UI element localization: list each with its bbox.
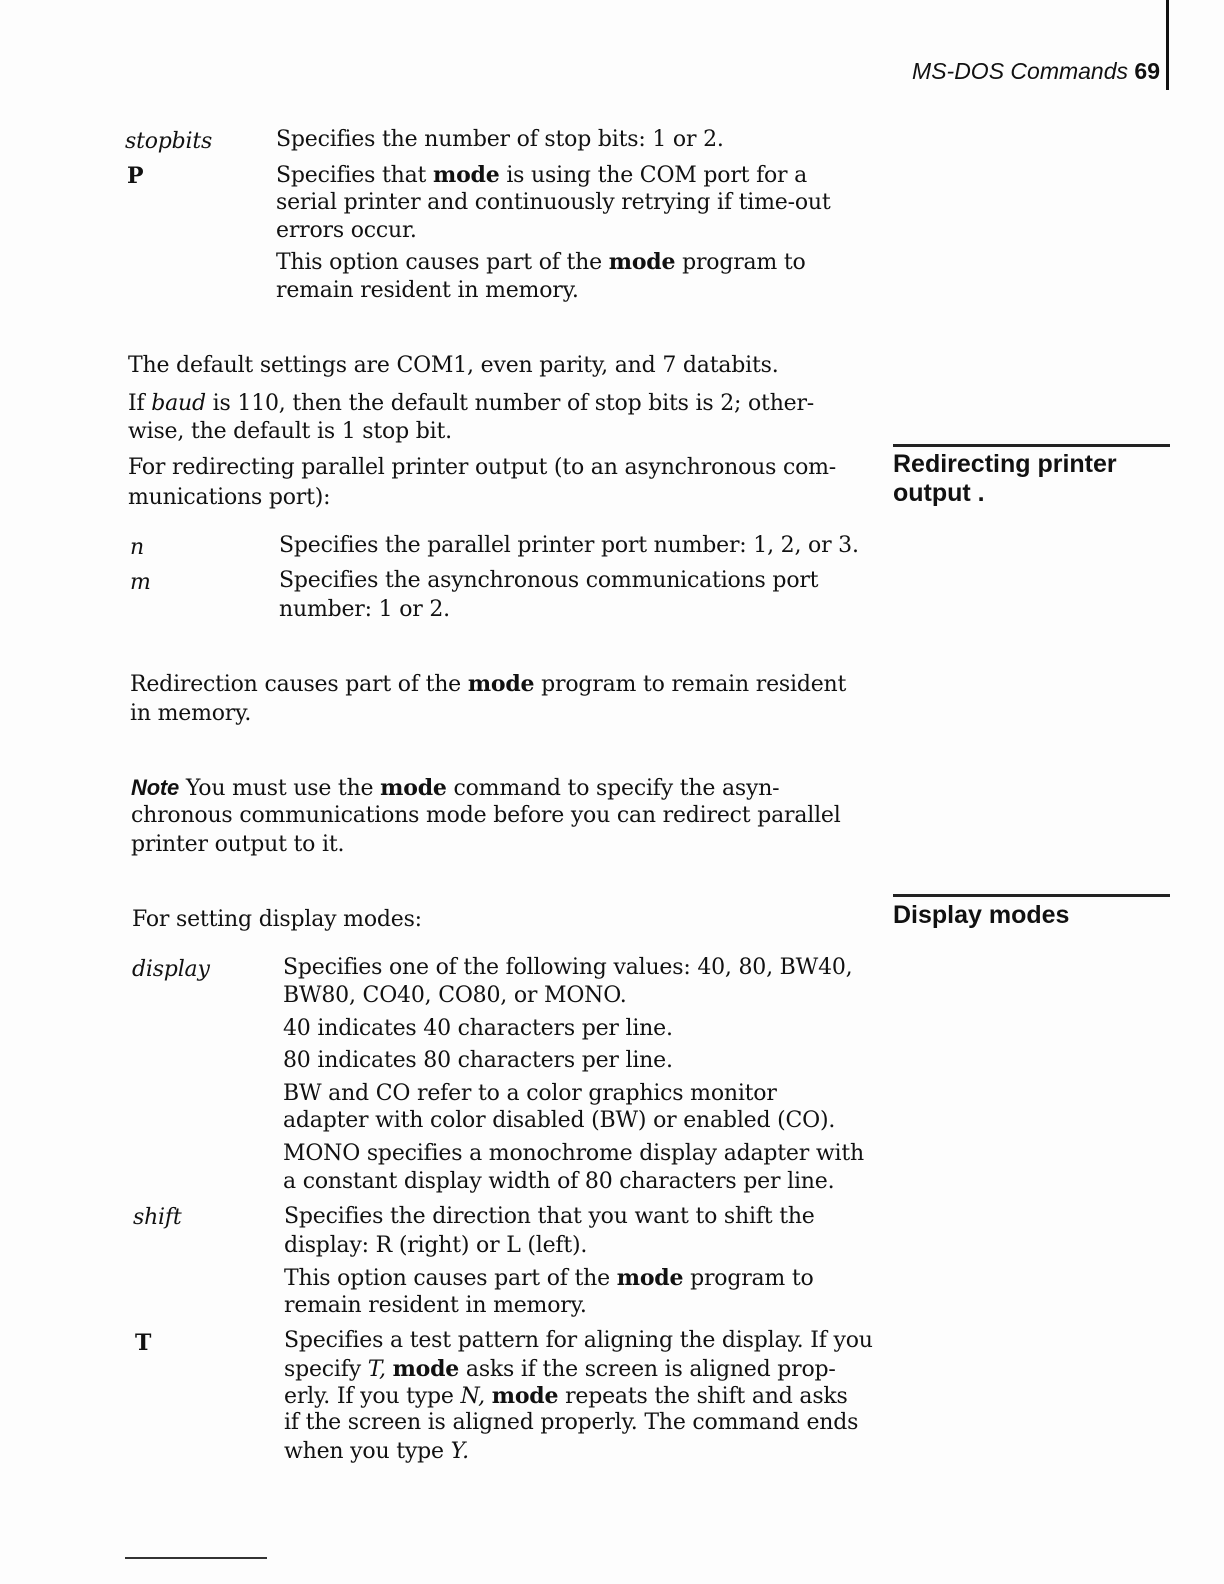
desc-line [276,161,807,190]
text-run: The default settings are COM1, even parity, and 7 databits. [128,353,779,378]
italic-text: shift [133,1205,182,1230]
term-m [130,569,151,597]
sidebar-heading-redirecting [893,450,1117,508]
bold-text: P [127,163,144,189]
italic-text: T, [367,1357,386,1382]
term-p [127,162,143,191]
desc-line [276,248,806,277]
note-line [131,774,779,803]
desc-line [284,1382,848,1411]
text-run: MONO specifies a monochrome display adapter with [283,1141,864,1166]
desc-line [284,1292,587,1320]
heading-line: Redirecting printer [893,450,1117,478]
note-line [131,802,841,830]
desc-line [283,1080,777,1108]
running-header [912,58,1160,85]
desc-line [276,126,724,154]
text-run: is using the COM port for a [499,163,808,188]
desc-line [276,277,579,305]
bold-text: mode [608,249,676,275]
note-label: Note [131,775,180,800]
paragraph-line [128,454,836,482]
paragraph-line [130,700,251,728]
bold-text: mode [616,1265,684,1291]
text-run: BW and CO refer to a color graphics monitor [283,1081,777,1106]
header-rule [1166,0,1169,90]
desc-line [284,1355,836,1384]
desc-line [276,217,417,245]
bold-text: T [135,1330,152,1356]
text-run: asks if the screen is aligned prop- [459,1357,836,1382]
desc-line [276,189,830,217]
text-run: command to specify the asyn- [446,776,780,801]
paragraph-line [128,352,779,380]
text-run: erly. If you type [284,1384,461,1409]
desc-line [283,954,852,982]
footnote-rule [125,1557,267,1559]
page-number: 69 [1134,58,1160,84]
desc-line [283,1140,864,1168]
italic-text: display [132,957,210,982]
text-run: remain resident in memory. [284,1293,587,1318]
text-run: wise, the default is 1 stop bit. [128,419,452,444]
desc-line [283,1047,673,1075]
desc-line [284,1409,858,1437]
text-run: Specifies the direction that you want to shift the [284,1204,815,1229]
text-run: specify [284,1357,368,1382]
bold-text: mode [491,1383,559,1409]
italic-text: n [130,535,144,560]
desc-line [283,982,627,1010]
italic-text: Y. [450,1439,469,1464]
bold-text: mode [432,162,500,188]
text-run: display: R (right) or L (left). [284,1233,588,1258]
text-run: serial printer and continuously retrying if time-out [276,190,831,215]
text-run: For redirecting parallel printer output (to an asynchronous com- [128,455,837,480]
sidebar-heading-display: Display modes [893,901,1070,929]
desc-line [279,596,450,624]
text-run: If [128,391,152,416]
desc-line [279,532,859,560]
term-t [135,1329,151,1358]
italic-text: N, [460,1384,485,1409]
sidebar-rule [893,444,1170,447]
italic-text: baud [151,391,206,416]
text-run: chronous communications mode before you can redirect parallel [131,803,841,828]
text-run: 80 indicates 80 characters per line. [283,1048,673,1073]
text-run: Specifies the asynchronous communications port [279,568,819,593]
paragraph-line [128,484,330,512]
text-run: adapter with color disabled (BW) or enabled (CO). [283,1108,836,1133]
desc-line [284,1327,873,1355]
italic-text: stopbits [125,129,213,154]
text-run: Specifies the number of stop bits: 1 or 2. [276,127,724,152]
text-run: You must use the [179,776,381,801]
desc-line [284,1232,587,1260]
text-run: a constant display width of 80 characters per line. [283,1169,835,1194]
text-run: munications port): [128,485,331,510]
text-run: program to [675,250,806,275]
bold-text: mode [392,1356,460,1382]
term-n [130,534,144,562]
text-run: 40 indicates 40 characters per line. [283,1016,673,1041]
bold-text: mode [467,671,535,697]
desc-line [279,567,818,595]
text-run: if the screen is aligned properly. The command ends [284,1410,859,1435]
paragraph-line [132,906,422,934]
term-display [132,956,210,984]
text-run: Redirection causes part of the [130,672,468,697]
paragraph-line [130,670,846,699]
heading-line: output . [893,479,985,507]
text-run [485,1384,492,1409]
text-run: program to [683,1266,814,1291]
term-shift [133,1204,181,1232]
text-run: Specifies that [276,163,433,188]
paragraph-line [128,390,814,418]
desc-line [283,1015,673,1043]
text-run: in memory. [130,701,252,726]
text-run: program to remain resident [534,672,847,697]
text-run: when you type [284,1439,451,1464]
term-stopbits [125,128,212,156]
desc-line [284,1203,815,1231]
desc-line [284,1438,469,1466]
text-run: Specifies the parallel printer port number: 1, 2, or 3. [279,533,859,558]
text-run: Specifies one of the following values: 40, 80, BW40, [283,955,853,980]
text-run: For setting display modes: [132,907,422,932]
text-run: repeats the shift and asks [558,1384,848,1409]
desc-line [284,1264,814,1293]
text-run: printer output to it. [131,832,345,857]
text-run: number: 1 or 2. [279,597,450,622]
text-run: errors occur. [276,218,417,243]
italic-text: m [130,570,151,595]
paragraph-line [128,418,452,446]
sidebar-rule [893,894,1170,897]
text-run: BW80, CO40, CO80, or MONO. [283,983,627,1008]
bold-text: mode [380,775,447,801]
text-run: This option causes part of the [284,1266,617,1291]
header-title: MS-DOS Commands [912,58,1129,84]
desc-line [283,1107,835,1135]
text-run: This option causes part of the [276,250,609,275]
text-run: Specifies a test pattern for aligning the display. If you [284,1328,873,1353]
text-run [386,1357,393,1382]
text-run: remain resident in memory. [276,278,579,303]
desc-line [283,1168,834,1196]
text-run: is 110, then the default number of stop bits is 2; other- [205,391,815,416]
note-line [131,831,344,859]
